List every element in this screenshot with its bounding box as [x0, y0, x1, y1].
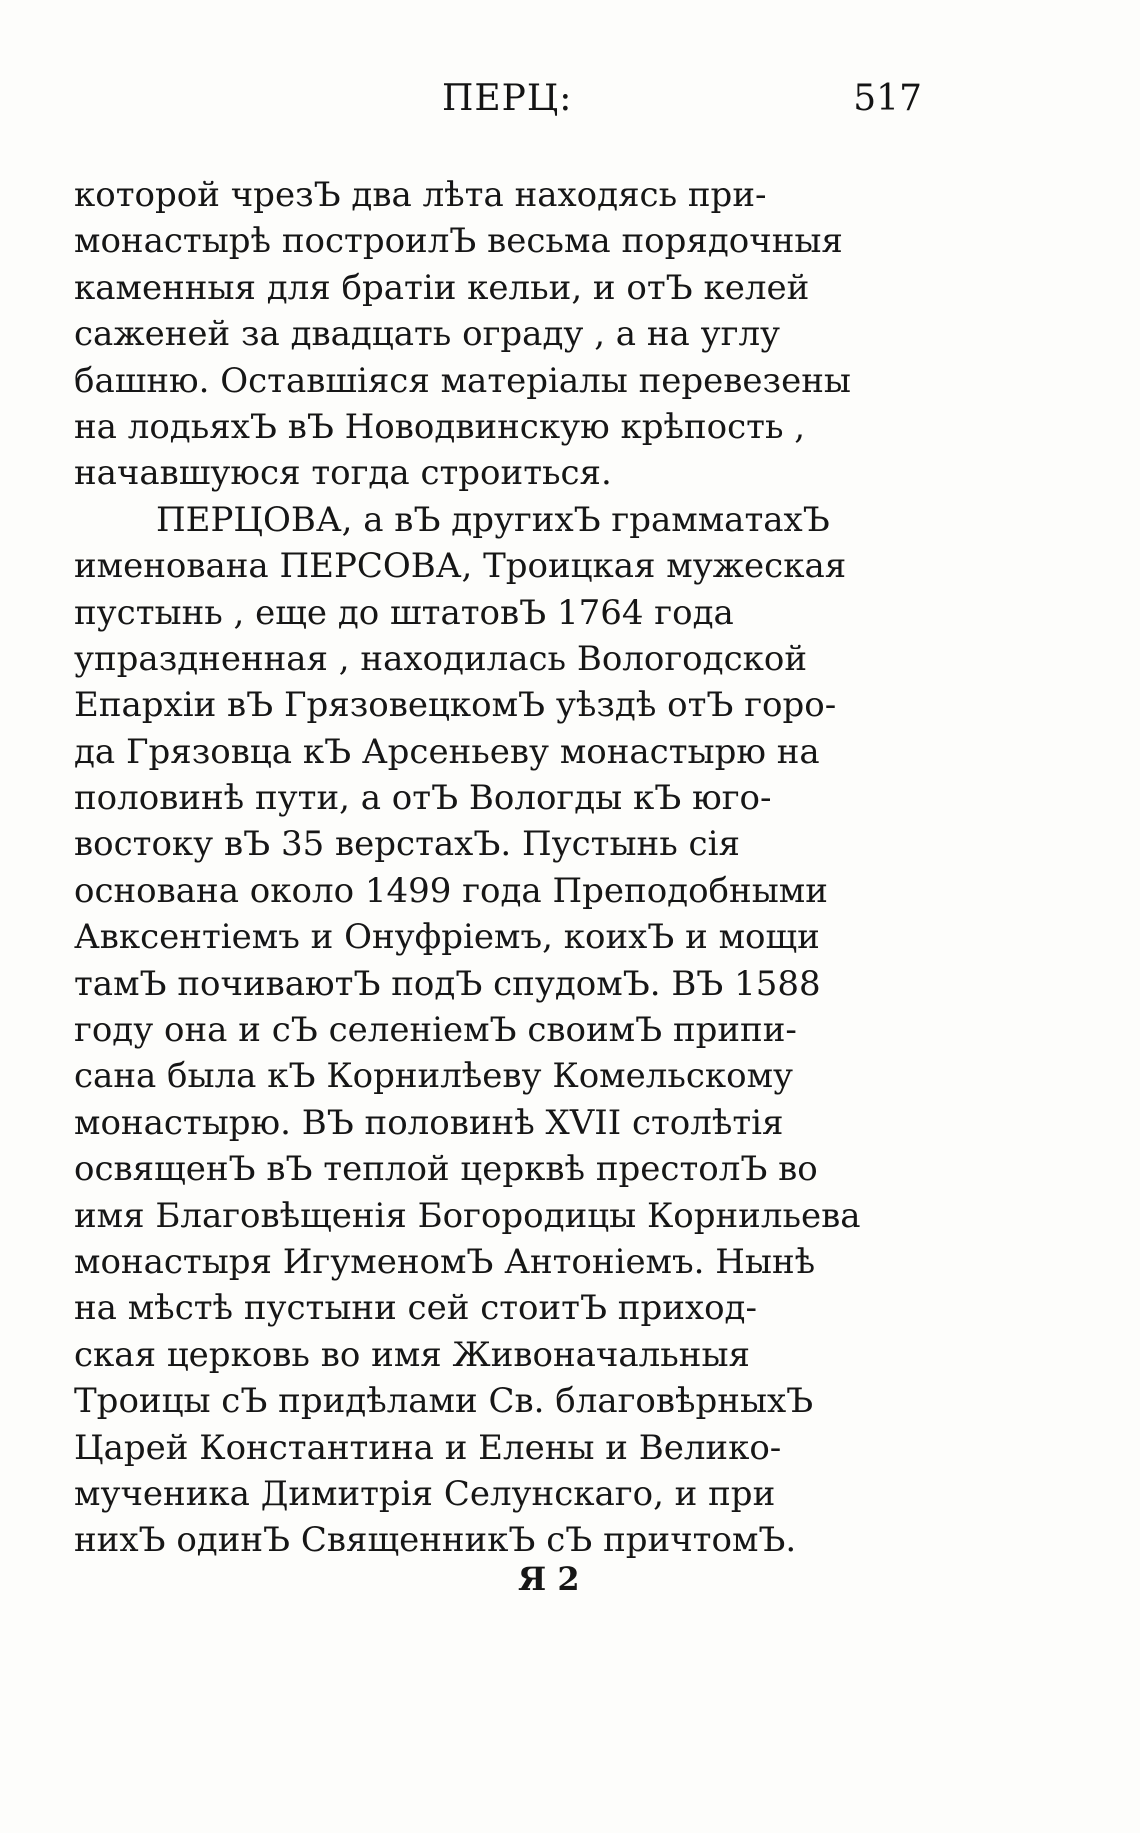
text-line: Троицы сЪ придѣлами Св. благовѣрныхЪ — [74, 1381, 814, 1422]
paragraph-start-line: ПЕРЦОВА, а вЪ другихЪ грамматахЪ — [156, 499, 830, 540]
text-line: башню. Оставшіяся матеріалы перевезены — [74, 360, 851, 401]
text-line: которой чрезЪ два лѣта находясь при- — [74, 175, 767, 215]
text-line: основана около 1499 года Преподобными — [74, 870, 828, 911]
text-line: упраздненная , находилась Вологодской — [74, 638, 807, 679]
text-line: именована ПЕРСОВА, Троицкая мужеская — [74, 546, 847, 587]
text-line: на лодьяхЪ вЪ Новодвинскую крѣпость , — [74, 406, 806, 447]
page-header — [72, 78, 922, 134]
text-line: монастырю. ВЪ половинѣ XVII столѣтія — [74, 1102, 784, 1143]
body-text — [74, 172, 914, 1564]
text-line: освященЪ вЪ теплой церквѣ престолЪ во — [74, 1149, 818, 1190]
text-line: ская церковь во имя Живоначальныя — [74, 1334, 750, 1375]
text-line: да Грязовца кЪ Арсеньеву монастырю на — [74, 731, 820, 772]
signature-mark: Я 2 — [518, 1560, 580, 1598]
text-line: сана была кЪ Корнилѣеву Комельскому — [74, 1056, 794, 1097]
text-line: каменныя для братіи кельи, и отЪ келей — [74, 267, 810, 308]
text-line: Авксентіемъ и Онуфріемъ, коихЪ и мощи — [74, 917, 820, 958]
text-line: тамЪ почиваютЪ подЪ спудомЪ. ВЪ 1588 — [74, 963, 821, 1004]
text-line: половинѣ пути, а отЪ Вологды кЪ юго- — [74, 778, 772, 819]
text-line: монастыря ИгуменомЪ Антоніемъ. Нынѣ — [74, 1241, 816, 1282]
text-line: нихЪ одинЪ СвященникЪ сЪ причтомЪ. — [74, 1520, 797, 1561]
text-line: начавшуюся тогда строиться. — [74, 453, 612, 494]
text-line: имя Благовѣщенія Богородицы Корнильева — [74, 1195, 861, 1236]
text-line: на мѣстѣ пустыни сей стоитЪ приход- — [74, 1288, 757, 1329]
text-line: мученика Димитрія Селунскаго, и при — [74, 1473, 776, 1514]
running-head: ПЕРЦ: — [442, 78, 573, 119]
text-line: Царей Константина и Елены и Велико- — [74, 1427, 782, 1468]
page-number: 517 — [853, 78, 922, 119]
text-line: Епархіи вЪ ГрязовецкомЪ уѣздѣ отЪ горо- — [74, 685, 837, 726]
text-line: пустынь , еще до штатовЪ 1764 года — [74, 592, 734, 633]
text-line: востоку вЪ 35 верстахЪ. Пустынь сія — [74, 824, 740, 865]
text-line: монастырѣ построилЪ весьма порядочныя — [74, 221, 843, 262]
text-line: году она и сЪ селеніемЪ своимЪ припи- — [74, 1010, 797, 1051]
text-line: саженей за двадцать ограду , а на углу — [74, 314, 781, 355]
